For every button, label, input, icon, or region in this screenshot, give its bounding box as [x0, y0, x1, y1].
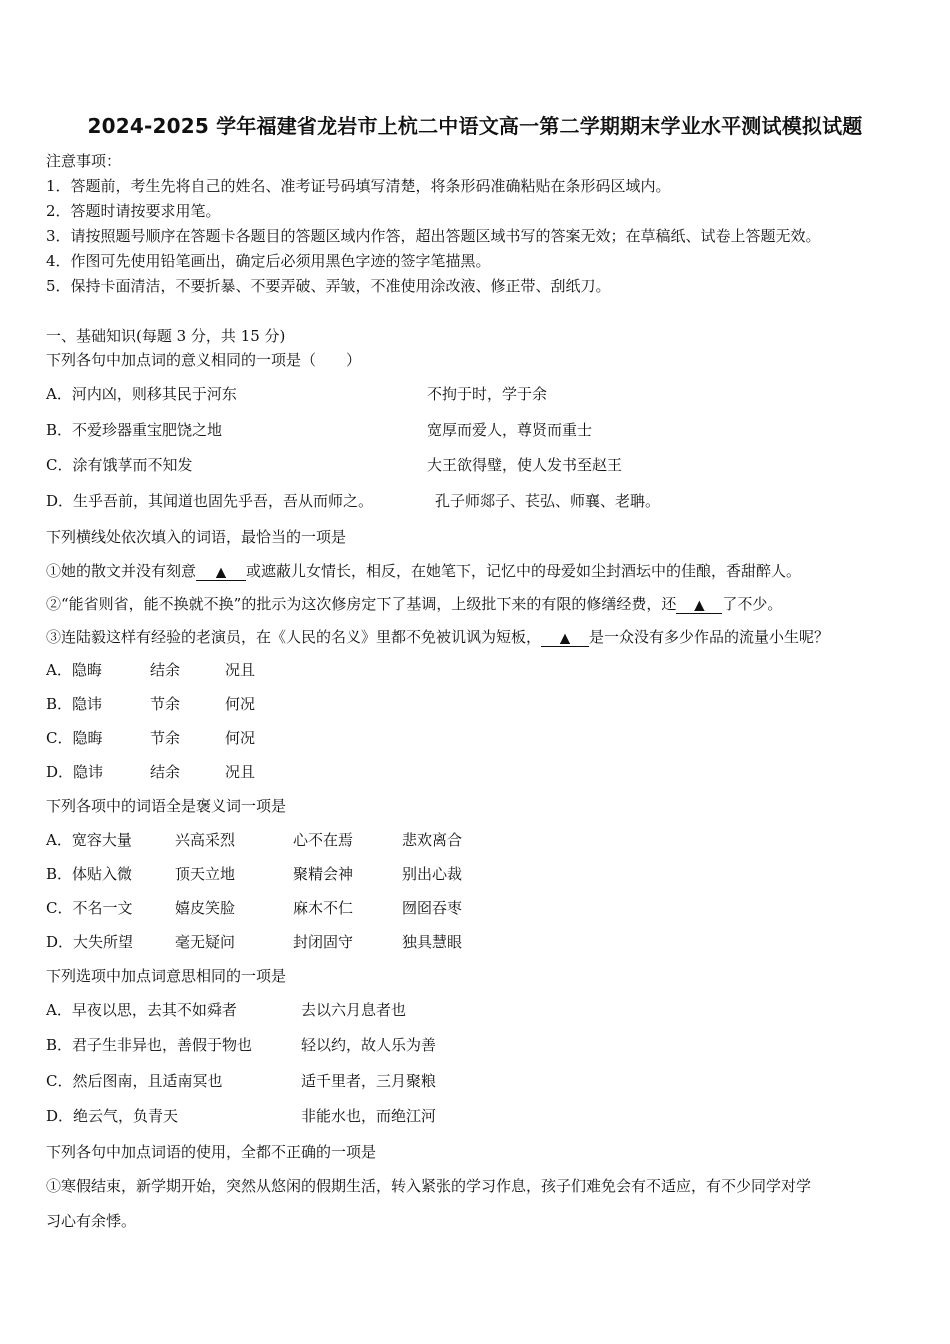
- option-text: 涂有饿莩而不知发: [72, 456, 193, 474]
- q1-option-a-right: 不拘于时，学于余: [427, 385, 548, 403]
- option-label: C．: [46, 899, 73, 917]
- option-text: 绝云气，负青天: [73, 1107, 179, 1125]
- notice-item: 4．作图可先使用铅笔画出，确定后必须用黑色字迹的签字笔描黑。: [46, 252, 491, 270]
- triangle-mark: ▲: [560, 631, 571, 646]
- q2-option-a: [46, 660, 102, 680]
- option-label: B．: [46, 695, 73, 713]
- option-label: C．: [46, 1072, 73, 1090]
- q3-option-d: [46, 932, 133, 952]
- q1-option-b: [46, 420, 222, 440]
- triangle-mark: ▲: [694, 598, 705, 613]
- option-word: 独具慧眼: [402, 933, 463, 951]
- option-word: 嬉皮笑脸: [175, 899, 236, 917]
- notice-item: 2．答题时请按要求用笔。: [46, 202, 221, 220]
- q1-option-d: [46, 491, 373, 511]
- option-word: 况且: [225, 661, 256, 679]
- q3-option-a: [46, 830, 132, 850]
- option-word: 节余: [150, 729, 181, 747]
- q2-option-d: [46, 762, 103, 782]
- option-word: 体贴入微: [72, 865, 133, 883]
- q1-option-c: [46, 455, 193, 475]
- q2-sentence-1: [46, 561, 801, 581]
- q2-option-c: [46, 728, 103, 748]
- option-text: 君子生非异也，善假于物也: [72, 1036, 253, 1054]
- option-word: 节余: [150, 695, 181, 713]
- option-word: 顶天立地: [175, 865, 236, 883]
- page-title: 2024-2025 学年福建省龙岩市上杭二中语文高一第二学期期末学业水平测试模拟试题: [87, 114, 863, 138]
- option-word: 麻木不仁: [293, 899, 354, 917]
- option-text: 河内凶，则移其民于河东: [71, 385, 237, 403]
- option-label: D．: [46, 1107, 74, 1125]
- option-word: 聚精会神: [293, 865, 354, 883]
- q2-sentence-3: [46, 627, 829, 647]
- q4-option-c-right: 适千里者，三月聚粮: [301, 1072, 437, 1090]
- question-1-stem: 下列各句中加点词的意义相同的一项是（ ）: [46, 351, 362, 369]
- notice-item: 5．保持卡面清洁，不要折暴、不要弄破、弄皱，不准使用涂改液、修正带、刮纸刀。: [46, 277, 611, 295]
- option-word: 隐晦: [72, 729, 103, 747]
- option-text: 然后图南，且适南冥也: [72, 1072, 223, 1090]
- notice-heading: 注意事项：: [46, 152, 122, 170]
- question-5-stem: 下列各句中加点词语的使用，全都不正确的一项是: [46, 1143, 377, 1161]
- q4-option-a-right: 去以六月息者也: [301, 1001, 407, 1019]
- answer-blank: [676, 597, 722, 614]
- sentence-text: 或遮蔽儿女情长，相反，在她笔下，记忆中的母爱如尘封酒坛中的佳酿，香甜醉人。: [246, 562, 802, 580]
- question-4-stem: 下列选项中加点词意思相同的一项是: [46, 967, 287, 985]
- option-label: D．: [46, 763, 74, 781]
- question-3-stem: 下列各项中的词语全是褒义词一项是: [46, 797, 287, 815]
- q1-option-b-right: 宽厚而爱人，尊贤而重士: [427, 421, 593, 439]
- option-text: 早夜以思，去其不如舜者: [71, 1001, 237, 1019]
- option-word: 隐讳: [72, 695, 103, 713]
- notice-item: 1．答题前，考生先将自己的姓名、准考证号码填写清楚，将条形码准确粘贴在条形码区域内。: [46, 177, 671, 195]
- option-label: D．: [46, 933, 74, 951]
- option-label: A．: [46, 831, 72, 849]
- option-label: B．: [46, 865, 73, 883]
- section-heading: 一、基础知识(每题 3 分，共 15 分): [46, 327, 286, 345]
- option-word: 结余: [150, 763, 181, 781]
- option-label: C．: [46, 456, 73, 474]
- option-word: 大失所望: [73, 933, 134, 951]
- triangle-mark: ▲: [216, 565, 227, 580]
- answer-blank: [541, 630, 589, 647]
- q3-option-b: [46, 864, 132, 884]
- option-word: 何况: [225, 695, 256, 713]
- sentence-text: ②“能省则省，能不换就不换”的批示为这次修房定下了基调，上级批下来的有限的修缮经费，还: [46, 595, 677, 613]
- option-label: A．: [46, 1001, 72, 1019]
- option-word: 毫无疑问: [175, 933, 236, 951]
- option-word: 悲欢离合: [402, 831, 463, 849]
- option-label: A．: [46, 385, 72, 403]
- q1-option-a: [46, 384, 237, 404]
- option-word: 何况: [225, 729, 256, 747]
- q2-option-b: [46, 694, 102, 714]
- q5-sentence-1: ①寒假结束，新学期开始，突然从悠闲的假期生活，转入紧张的学习作息，孩子们难免会有不适应，有不少同学对学: [46, 1177, 812, 1195]
- q3-option-c: [46, 898, 133, 918]
- q4-option-c: [46, 1071, 223, 1091]
- option-text: 生乎吾前，其闻道也固先乎吾，吾从而师之。: [73, 492, 374, 510]
- notice-item: 3．请按照题号顺序在答题卡各题目的答题区域内作答，超出答题区域书写的答案无效；在草稿纸、试卷上答题无效。: [46, 227, 821, 245]
- answer-blank: [196, 564, 246, 581]
- option-word: 封闭固守: [293, 933, 354, 951]
- question-2-stem: 下列横线处依次填入的词语，最恰当的一项是: [46, 528, 347, 546]
- option-word: 隐讳: [73, 763, 104, 781]
- option-text: 不爱珍器重宝肥饶之地: [72, 421, 223, 439]
- option-word: 兴高采烈: [175, 831, 236, 849]
- option-word: 隐晦: [71, 661, 102, 679]
- option-word: 别出心裁: [402, 865, 463, 883]
- sentence-text: ①她的散文并没有刻意: [46, 562, 197, 580]
- q4-option-d-right: 非能水也，而绝江河: [301, 1107, 437, 1125]
- sentence-text: 是一众没有多少作品的流量小生呢？: [589, 628, 830, 646]
- option-word: 心不在焉: [293, 831, 354, 849]
- q5-sentence-1-cont: 习心有余悸。: [46, 1212, 137, 1230]
- option-label: D．: [46, 492, 74, 510]
- option-label: B．: [46, 421, 73, 439]
- q4-option-d: [46, 1106, 178, 1126]
- option-word: 囫囵吞枣: [402, 899, 463, 917]
- q4-option-a: [46, 1000, 237, 1020]
- option-word: 宽容大量: [71, 831, 132, 849]
- option-label: B．: [46, 1036, 73, 1054]
- sentence-text: 了不少。: [722, 595, 783, 613]
- q4-option-b: [46, 1035, 252, 1055]
- option-label: C．: [46, 729, 73, 747]
- option-word: 不名一文: [72, 899, 133, 917]
- q1-option-c-right: 大王欲得璧，使人发书至赵王: [427, 456, 623, 474]
- q2-sentence-2: [46, 594, 782, 614]
- q4-option-b-right: 轻以约，故人乐为善: [301, 1036, 437, 1054]
- option-word: 结余: [150, 661, 181, 679]
- option-label: A．: [46, 661, 72, 679]
- option-word: 况且: [225, 763, 256, 781]
- sentence-text: ③连陆毅这样有经验的老演员，在《人民的名义》里都不免被讥讽为短板，: [46, 628, 542, 646]
- q1-option-d-right: 孔子师郯子、苌弘、师襄、老聃。: [435, 492, 661, 510]
